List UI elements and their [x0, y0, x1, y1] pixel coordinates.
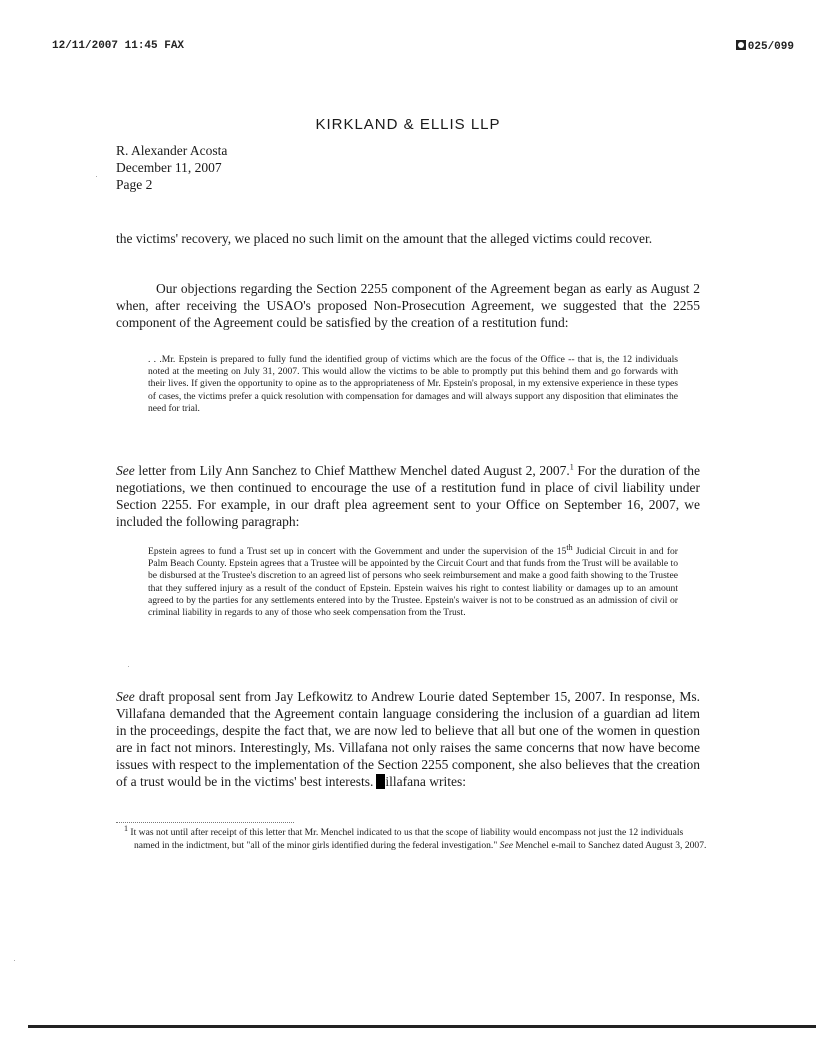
fax-icon	[736, 40, 746, 50]
fax-page-number: 025/099	[747, 41, 794, 53]
address-block	[116, 142, 227, 193]
ordinal-superscript: th	[566, 542, 573, 552]
letterhead-firm-name: KIRKLAND & ELLIS LLP	[315, 116, 501, 133]
paragraph-text: draft proposal sent from Jay Lefkowitz to Andrew Lourie dated September 15, 2007. In response, Ms. Villafana demanded that the Agreement contain language considering the inclusion of a guardian ad litem in the proceedings, despite the fact that, we are now led to believe that all but one of the women in question are in fact not minors. Interestingly, Ms. Villafana not only raises the same concerns that now have become issues with respect to the implementation of the Section 2255 component, she also believes that the creation of a trust would be in the victims' best interests.	[116, 689, 700, 789]
scan-speck	[96, 176, 97, 177]
paragraph-objections: Our objections regarding the Section 2255 component of the Agreement began as early as August 2 when, after receiving the USAO's proposed Non-Prosecution Agreement, we suggested that the 2255 component of the Agreement could be satisfied by the creation of a restitution fund:	[116, 281, 700, 330]
fax-header	[44, 40, 794, 58]
paragraph-see-draft-proposal	[116, 688, 700, 790]
quote-text: Epstein agrees to fund a Trust set up in concert with the Government and under the supervision of the 15	[148, 546, 567, 557]
recipient-name: R. Alexander Acosta	[116, 143, 228, 158]
page-bottom-rule	[28, 1025, 816, 1028]
footnote	[116, 823, 708, 852]
fax-page-counter	[736, 40, 794, 53]
scan-speck	[128, 666, 129, 667]
paragraph-see-letter	[116, 462, 700, 530]
letter-date: December 11, 2007	[116, 160, 222, 175]
see-signal: See	[499, 840, 513, 851]
paragraph-text: illafana writes:	[385, 774, 466, 789]
block-quote-sanchez-letter: . . .Mr. Epstein is prepared to fully fund the identified group of victims which are the focus of the Office -- that is, the 12 individuals noted at the meeting on July 31, 2007. This would allow the victims to be able to promptly put this behind them and go forwards with their lives. If given the opportunity to opine as to the appropriateness of Mr. Epstein's proposal, in my extensive experience in these types of cases, the victims prefer a quick resolution with compensation for damages and will always support any disposition that eliminates the need for trial.	[148, 354, 678, 414]
scan-speck	[14, 960, 15, 961]
see-signal: See	[116, 689, 135, 704]
footnote-text: It was not until after receipt of this letter that Mr. Menchel indicated to us that the scope of liability would encompass not just the 12 individuals named in the indictment, but "all of the minor girls identified during the federal investigation."	[128, 827, 684, 851]
page-label: Page 2	[116, 177, 153, 192]
see-signal: See	[116, 463, 135, 478]
paragraph-continuation: the victims' recovery, we placed no such limit on the amount that the alleged victims could recover.	[116, 231, 653, 246]
quote-text: Judicial Circuit in and for Palm Beach County. Epstein agrees that a Trustee will be appointed by the Circuit Court and that funds from the Trust will be available to be disbursed at the Trustee's discretion to an agreed list of persons who seek reimbursement and make a good faith showing to the Trustee that they suffered injury as a result of the conduct of Epstein. Epstein waives his right to contest liability or damages up to an amount agreed to by the parties for any settlements entered into by the Trustee. Epstein's waiver is not to be construed as an admission of civil or criminal liability in regards to any of those who seek compensation from the Trust.	[148, 546, 678, 619]
paragraph-text: letter from Lily Ann Sanchez to Chief Matthew Menchel dated August 2, 2007.	[134, 463, 570, 478]
fax-timestamp: 12/11/2007 11:45 FAX	[52, 40, 185, 52]
paragraph-text: For the duration of the negotiations, we then continued to encourage the use of a restitution fund in place of civil liability under Section 2255. For example, in our draft plea agreement sent to your Office on September 16, 2007, we included the following paragraph:	[116, 463, 700, 529]
footnote-text: Menchel e-mail to Sanchez dated August 3, 2007.	[512, 840, 707, 851]
footnote-number: 1	[124, 823, 128, 833]
footnote-reference: 1	[569, 462, 574, 472]
block-quote-draft-plea	[148, 542, 678, 619]
footnote-divider	[116, 822, 294, 823]
